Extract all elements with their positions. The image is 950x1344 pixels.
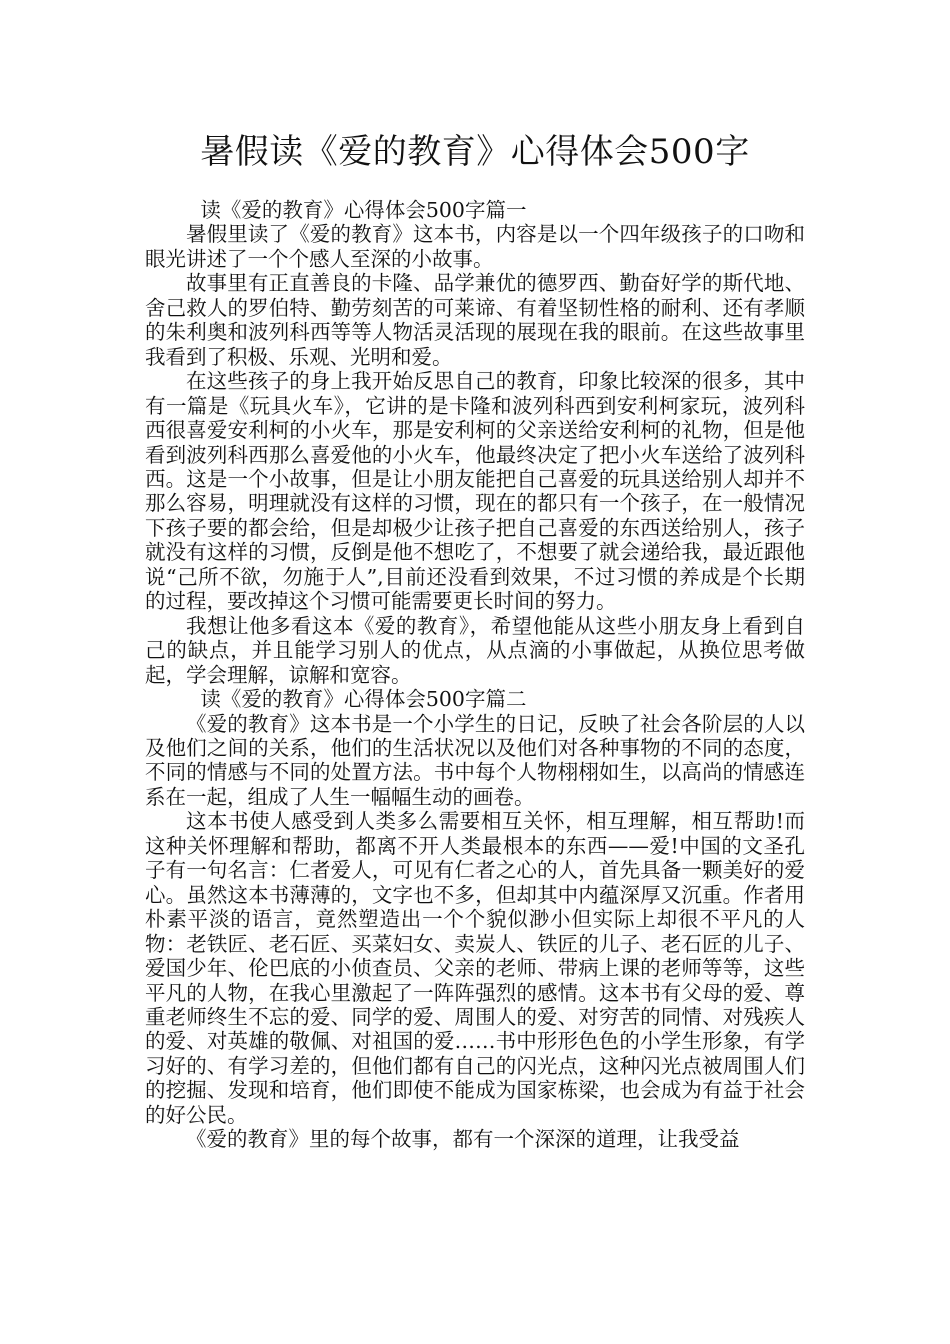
document-body <box>145 198 805 1152</box>
paragraph: 暑假里读了《爱的教育》这本书，内容是以一个四年级孩子的口吻和眼光讲述了一个个感人至深的小故事。 <box>145 222 805 271</box>
paragraph: 我想让他多看这本《爱的教育》，希望他能从这些小朋友身上看到自己的缺点，并且能学习别人的优点，从点滴的小事做起，从换位思考做起，学会理解，谅解和宽容。 <box>145 613 805 687</box>
paragraph: 在这些孩子的身上我开始反思自己的教育，印象比较深的很多，其中有一篇是《玩具火车》，它讲的是卡隆和波列科西到安利柯家玩，波列科西很喜爱安利柯的小火车，那是安利柯的父亲送给安利柯的礼物，但是他看到波列科西那么喜爱他的小火车，他最终决定了把小火车送给了波列科西。这是一个小故事，但是让小朋友能把自己喜爱的玩具送给别人却并不那么容易，明理就没有这样的习惯，现在的都只有一个孩子，在一般情况下孩子要的都会给，但是却极少让孩子把自己喜爱的东西送给别人，孩子就没有这样的习惯，反倒是他不想吃了，不想要了就会递给我，最近跟他说“己所不欲，勿施于人”,目前还没看到效果，不过习惯的养成是个长期的过程，要改掉这个习惯可能需要更长时间的努力。 <box>145 369 805 614</box>
section-heading-2: 读《爱的教育》心得体会500字篇二 <box>200 687 527 712</box>
section-heading-1: 读《爱的教育》心得体会500字篇一 <box>200 198 527 222</box>
paragraph: 《爱的教育》里的每个故事，都有一个深深的道理，让我受益 <box>186 1127 740 1152</box>
paragraph: 故事里有正直善良的卡隆、品学兼优的德罗西、勤奋好学的斯代地、舍己救人的罗伯特、勤劳刻苦的可莱谛、有着坚韧性格的耐利、还有孝顺的朱利奥和波列科西等等人物活灵活现的展现在我的眼前。在这些故事里我看到了积极、乐观、光明和爱。 <box>145 271 805 369</box>
paragraph: 《爱的教育》这本书是一个小学生的日记，反映了社会各阶层的人以及他们之间的关系，他们的生活状况以及他们对各种事物的不同的态度，不同的情感与不同的处置方法。书中每个人物栩栩如生，以高尚的情感连系在一起，组成了人生一幅幅生动的画卷。 <box>145 711 805 809</box>
paragraph: 这本书使人感受到人类多么需要相互关怀，相互理解，相互帮助!而这种关怀理解和帮助，都离不开人类最根本的东西——爱!中国的文圣孔子有一句名言：仁者爱人，可见有仁者之心的人，首先具备一颗美好的爱心。虽然这本书薄薄的，文字也不多，但却其中内蕴深厚又沉重。作者用朴素平淡的语言，竟然塑造出一个个貌似渺小但实际上却很不平凡的人物：老铁匠、老石匠、买菜妇女、卖炭人、铁匠的儿子、老石匠的儿子、爱国少年、伦巴底的小侦查员、父亲的老师、带病上课的老师等等，这些平凡的人物，在我心里激起了一阵阵强烈的感情。这本书有父母的爱、尊重老师终生不忘的爱、同学的爱、周围人的爱、对穷苦的同情、对残疾人的爱、对英雄的敬佩、对祖国的爱……书中形形色色的小学生形象，有学习好的、有学习差的，但他们都有自己的闪光点，这种闪光点被周围人们的挖掘、发现和培育，他们即使不能成为国家栋梁，也会成为有益于社会的好公民。 <box>145 809 805 1127</box>
document-title: 暑假读《爱的教育》心得体会500字 <box>200 132 750 172</box>
